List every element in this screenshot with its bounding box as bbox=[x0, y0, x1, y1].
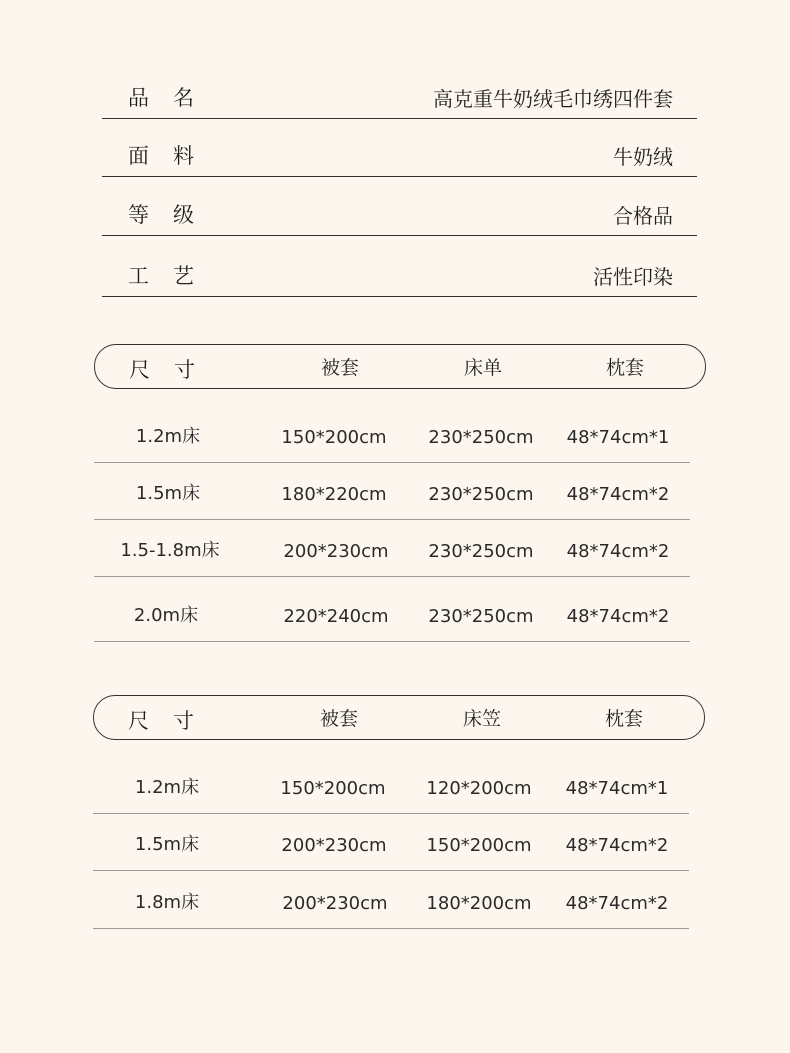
cell-duvet: 150*200cm bbox=[280, 778, 386, 799]
cell-fitted: 120*200cm bbox=[426, 778, 532, 799]
cell-duvet: 220*240cm bbox=[283, 606, 389, 627]
spec-label: 工艺 bbox=[128, 264, 218, 288]
spec-value: 合格品 bbox=[613, 204, 673, 228]
cell-pillow: 48*74cm*2 bbox=[566, 484, 670, 505]
spec-value: 高克重牛奶绒毛巾绣四件套 bbox=[433, 87, 673, 111]
cell-duvet: 200*230cm bbox=[281, 835, 387, 856]
header-duvet-cover: 被套 bbox=[320, 357, 360, 379]
cell-pillow: 48*74cm*2 bbox=[565, 835, 669, 856]
table-row bbox=[93, 871, 689, 929]
cell-bed-size: 1.5m床 bbox=[134, 834, 200, 855]
cell-bed-size: 1.8m床 bbox=[134, 892, 200, 913]
cell-bed-size: 1.5-1.8m床 bbox=[120, 540, 220, 561]
table-row bbox=[94, 463, 690, 520]
cell-fitted: 180*200cm bbox=[426, 893, 532, 914]
cell-duvet: 200*230cm bbox=[283, 541, 389, 562]
table-row bbox=[94, 577, 690, 642]
table-row bbox=[94, 389, 690, 463]
table-row bbox=[93, 814, 689, 871]
header-size: 尺寸 bbox=[128, 709, 218, 733]
header-pillowcase: 枕套 bbox=[604, 708, 644, 730]
size-table-fitted-sheet bbox=[93, 695, 705, 929]
spec-row-grade bbox=[102, 177, 697, 236]
table-rows bbox=[93, 740, 689, 929]
cell-pillow: 48*74cm*2 bbox=[566, 606, 670, 627]
header-duvet-cover: 被套 bbox=[319, 708, 359, 730]
spec-value: 活性印染 bbox=[593, 265, 673, 289]
header-bedsheet: 床单 bbox=[463, 357, 503, 379]
cell-duvet: 150*200cm bbox=[281, 427, 387, 448]
header-pillowcase: 枕套 bbox=[605, 357, 645, 379]
header-size: 尺寸 bbox=[129, 358, 219, 382]
cell-sheet: 230*250cm bbox=[428, 484, 534, 505]
cell-bed-size: 1.2m床 bbox=[135, 426, 201, 447]
table-row bbox=[94, 520, 690, 577]
table-row bbox=[93, 740, 689, 814]
cell-duvet: 200*230cm bbox=[282, 893, 388, 914]
cell-bed-size: 1.5m床 bbox=[135, 483, 201, 504]
header-fitted-sheet: 床笠 bbox=[462, 708, 502, 730]
spec-row-craft bbox=[102, 236, 697, 297]
cell-bed-size: 2.0m床 bbox=[133, 605, 199, 626]
size-table-bedsheet bbox=[94, 344, 706, 642]
cell-sheet: 230*250cm bbox=[428, 606, 534, 627]
spec-label: 等级 bbox=[128, 203, 218, 227]
cell-duvet: 180*220cm bbox=[281, 484, 387, 505]
cell-sheet: 230*250cm bbox=[428, 541, 534, 562]
spec-label: 品名 bbox=[128, 86, 218, 110]
table-header bbox=[94, 344, 706, 389]
product-spec-list bbox=[102, 62, 697, 297]
spec-value: 牛奶绒 bbox=[613, 145, 673, 169]
spec-row-name bbox=[102, 62, 697, 119]
table-rows bbox=[94, 389, 690, 642]
table-header bbox=[93, 695, 705, 740]
cell-pillow: 48*74cm*1 bbox=[565, 778, 669, 799]
cell-fitted: 150*200cm bbox=[426, 835, 532, 856]
cell-sheet: 230*250cm bbox=[428, 427, 534, 448]
cell-pillow: 48*74cm*2 bbox=[566, 541, 670, 562]
spec-label: 面料 bbox=[128, 144, 218, 168]
spec-row-fabric bbox=[102, 119, 697, 177]
cell-pillow: 48*74cm*1 bbox=[566, 427, 670, 448]
cell-bed-size: 1.2m床 bbox=[134, 777, 200, 798]
cell-pillow: 48*74cm*2 bbox=[565, 893, 669, 914]
